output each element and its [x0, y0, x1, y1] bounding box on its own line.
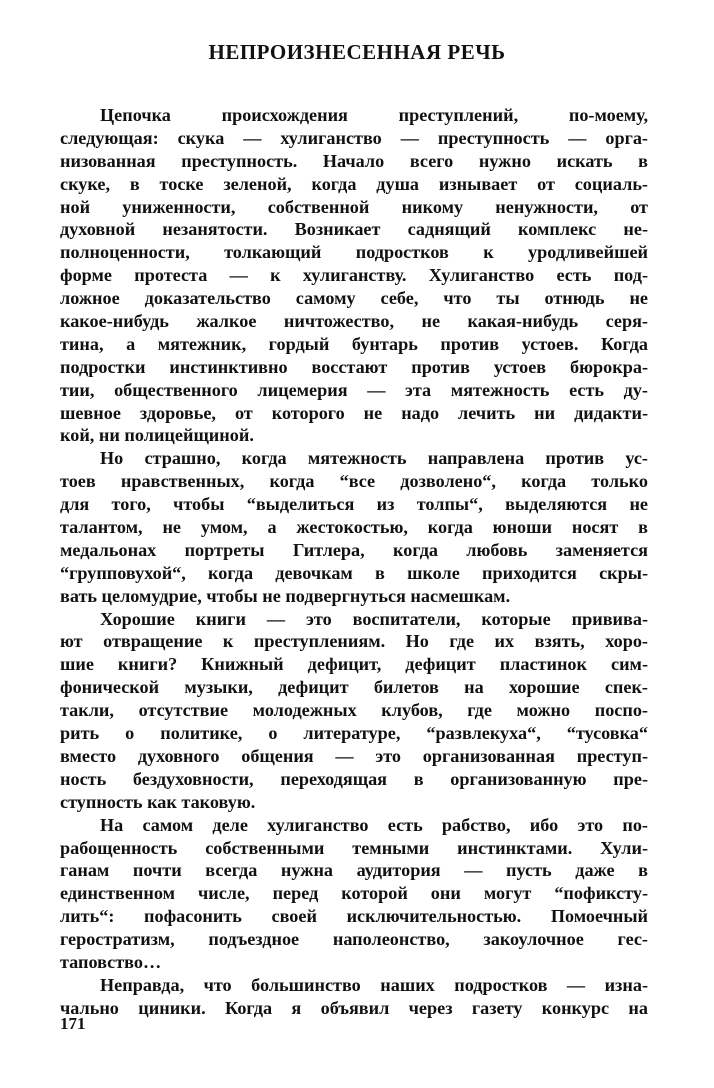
text-line: скуке, в тоске зеленой, когда душа изнывает от социаль- [60, 173, 648, 194]
text-line: тоев нравственных, когда “все дозволено“, когда только [60, 471, 648, 492]
text-line: рить о политике, о литературе, “развлекуха“, “тусовка“ [60, 723, 648, 744]
text-line: подростки инстинктивно восстают против устоев бюрокра- [60, 356, 648, 377]
text-line: ложное доказательство самому себе, что ты отнюдь не [60, 288, 648, 309]
text-line: Цепочка происхождения преступлений, по-моему, [100, 105, 648, 125]
text-line: кой, ни полицейщиной. [60, 425, 254, 446]
text-line: духовной незанятости. Возникает саднящий комплекс не- [60, 219, 648, 240]
text-line: низованная преступность. Начало всего нужно искать в [60, 150, 648, 171]
text-line: для того, чтобы “выделиться из толпы“, выделяются не [60, 494, 648, 515]
text-line: ют отвращение к преступлениям. Но где их взять, хоро- [60, 631, 648, 652]
text-line: таповство… [60, 951, 162, 972]
text-line: “групповухой“, когда девочкам в школе приходится скры- [60, 562, 648, 583]
text-line: геростратизм, подъездное наполеонство, закоулочное гес- [60, 929, 648, 950]
text-line: ность бездуховности, переходящая в организованную пре- [60, 768, 648, 789]
body-text [60, 104, 648, 1020]
text-line: полноценности, толкающий подростков к уродливейшей [60, 242, 648, 263]
text-line: На самом деле хулиганство есть рабство, ибо это по- [100, 814, 648, 835]
text-line: следующая: скука — хулиганство — преступность — орга- [60, 127, 648, 148]
text-line: чально циники. Когда я объявил через газету конкурс на [60, 997, 648, 1018]
page-number: 171 [60, 1014, 86, 1033]
text-line: какое-нибудь жалкое ничтожество, не какая-нибудь серя- [60, 311, 648, 332]
text-line: форме протеста — к хулиганству. Хулиганство есть под- [60, 265, 648, 286]
text-line: медальонах портреты Гитлера, когда любовь заменяется [60, 539, 648, 560]
text-line: такли, отсутствие молодежных клубов, где можно поспо- [60, 700, 648, 721]
text-line: шевное здоровье, от которого не надо лечить ни дидакти- [60, 402, 648, 423]
text-line: рабощенность собственными темными инстинктами. Хули- [60, 837, 648, 858]
text-line: единственном числе, перед которой они могут “пофиксту- [60, 883, 648, 904]
text-line: Хорошие книги — это воспитатели, которые прививa- [100, 608, 648, 629]
text-line: Неправда, что большинство наших подростков — изна- [100, 974, 648, 995]
text-line: Но страшно, когда мятежность направлена против ус- [100, 448, 648, 469]
text-line: вать целомудрие, чтобы не подвергнуться насмешкам. [60, 585, 511, 606]
text-line: фонической музыки, дефицит билетов на хорошие спек- [60, 677, 648, 698]
text-line: талантом, не умом, а жестокостью, когда юноши носят в [60, 517, 648, 538]
text-line: ступность как таковую. [60, 791, 256, 812]
chapter-title: НЕПРОИЗНЕСЕННАЯ РЕЧЬ [208, 40, 506, 64]
text-line: шие книги? Книжный дефицит, дефицит пластинок сим- [60, 654, 648, 675]
text-line: тии, общественного лицемерия — эта мятежность есть ду- [60, 379, 648, 400]
text-line: вместо духовного общения — это организованная преступ- [60, 745, 648, 766]
text-line: ной униженности, собственной никому ненужности, от [60, 196, 648, 217]
text-line: тина, а мятежник, гордый бунтарь против устоев. Когда [60, 333, 648, 354]
text-line: лить“: пофасонить своей исключительностью. Помоечный [60, 906, 648, 927]
text-line: ганам почти всегда нужна аудитория — пусть даже в [60, 860, 648, 881]
